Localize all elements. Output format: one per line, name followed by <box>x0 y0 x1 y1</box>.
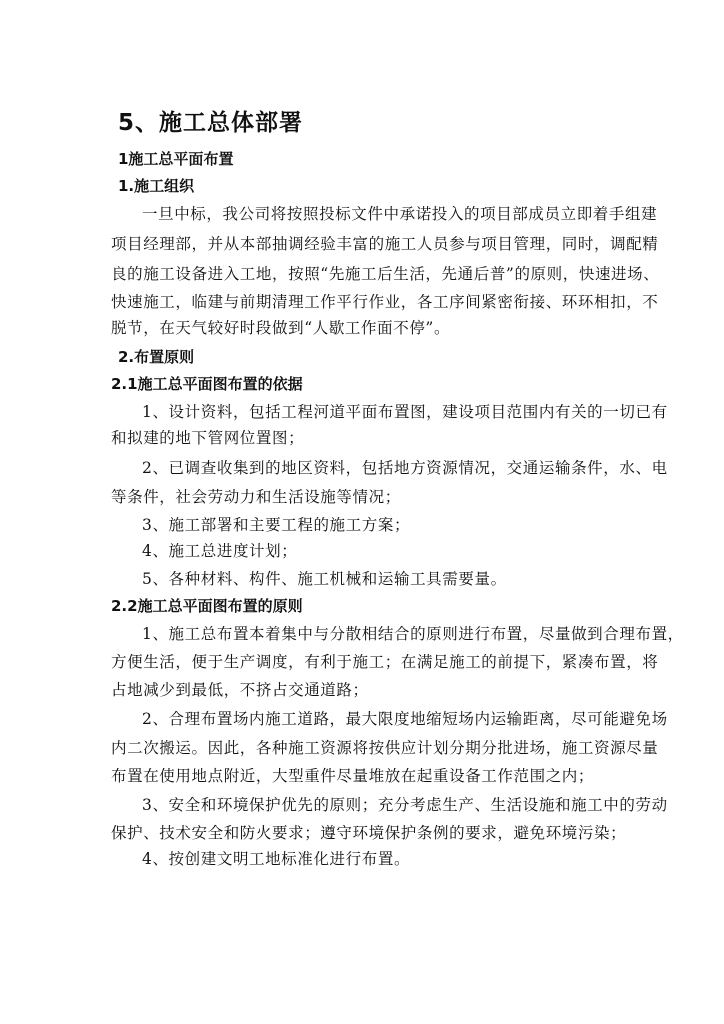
paragraph-line: 项目经理部，并从本部抽调经验丰富的施工人员参与项目管理，同时，调配精 <box>111 235 659 253</box>
list-line: 5、各种材料、构件、施工机械和运输工具需要量。 <box>142 570 507 588</box>
subsection-heading-1-1: 1.施工组织 <box>118 177 195 195</box>
subsection-heading-1: 1施工总平面布置 <box>118 150 234 168</box>
list-line: 1、设计资料，包括工程河道平面布置图，建设项目范围内有关的一切已有 <box>142 403 668 421</box>
list-line: 3、施工部署和主要工程的施工方案； <box>142 516 411 534</box>
paragraph-line: 一旦中标，我公司将按照投标文件中承诺投入的项目部成员立即着手组建 <box>142 205 658 223</box>
subsection-heading-2-2: 2.2施工总平面图布置的原则 <box>111 597 303 615</box>
list-line: 3、安全和环境保护优先的原则；充分考虑生产、生活设施和施工中的劳动 <box>142 796 668 814</box>
paragraph-line: 快速施工，临建与前期清理工作平行作业，各工序间紧密衔接、环环相扣，不 <box>111 293 659 311</box>
list-line: 内二次搬运。因此，各种施工资源将按供应计划分期分批进场，施工资源尽量 <box>111 739 659 757</box>
subsection-heading-2-1: 2.1施工总平面图布置的依据 <box>111 375 303 393</box>
section-title: 5、施工总体部署 <box>118 110 304 136</box>
paragraph-line: 脱节，在天气较好时段做到“人歇工作面不停”。 <box>111 319 451 337</box>
list-line: 布置在使用地点附近，大型重件尽量堆放在起重设备工作范围之内； <box>111 767 595 785</box>
list-line: 方便生活，便于生产调度，有利于施工；在满足施工的前提下，紧凑布置，将 <box>111 653 659 671</box>
list-line: 4、施工总进度计划； <box>142 542 298 560</box>
list-line: 4、按创建文明工地标准化进行布置。 <box>142 850 411 868</box>
list-line: 等条件，社会劳动力和生活设施等情况； <box>111 488 401 506</box>
list-line: 和拟建的地下管网位置图； <box>111 429 305 447</box>
list-line: 保护、技术安全和防火要求；遵守环境保护条例的要求，避免环境污染； <box>111 824 627 842</box>
list-line: 2、合理布置场内施工道路，最大限度地缩短场内运输距离，尽可能避免场 <box>142 710 668 728</box>
list-line: 占地减少到最低，不挤占交通道路； <box>111 681 369 699</box>
list-line: 1、施工总布置本着集中与分散相结合的原则进行布置，尽量做到合理布置， <box>142 625 684 643</box>
paragraph-line: 良的施工设备进入工地，按照“先施工后生活，先通后普”的原则，快速进场、 <box>111 265 660 283</box>
subsection-heading-2: 2.布置原则 <box>118 348 195 366</box>
list-line: 2、已调查收集到的地区资料，包括地方资源情况，交通运输条件，水、电 <box>142 459 668 477</box>
